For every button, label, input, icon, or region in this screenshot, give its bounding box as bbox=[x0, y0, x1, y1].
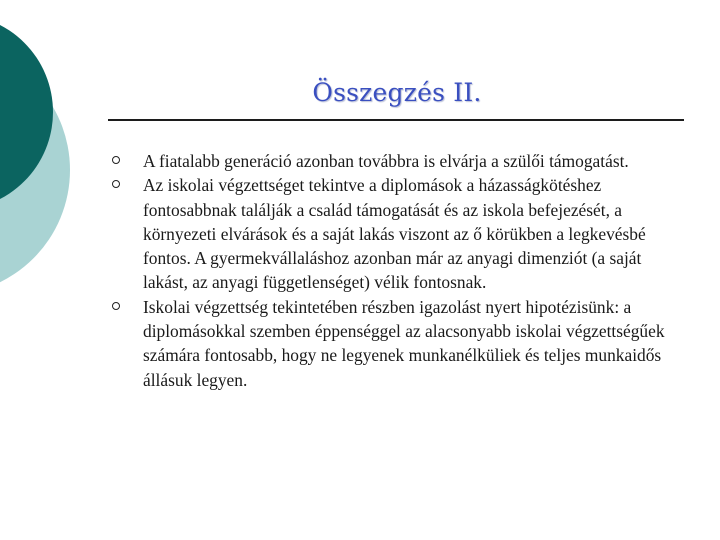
hollow-circle-bullet-icon bbox=[112, 180, 120, 188]
decorative-circles bbox=[0, 0, 120, 300]
bullet-list bbox=[112, 149, 682, 392]
bullet-text: A fiatalabb generáció azonban továbbra is elvárja a szülői támogatást. bbox=[143, 151, 629, 171]
hollow-circle-bullet-icon bbox=[112, 302, 120, 310]
bullet-item bbox=[112, 173, 682, 294]
bullet-text: Iskolai végzettség tekintetében részben igazolást nyert hipotézisünk: a diplomásokkal szemben éppenséggel az alacsonyabb iskolai végzettségűek számára fontosabb, hogy ne legyenek munkanélküliek és teljes munkaidős állásuk legyen. bbox=[143, 296, 665, 390]
hollow-circle-bullet-icon bbox=[112, 156, 120, 164]
bullet-text: Az iskolai végzettséget tekintve a diplomások a házasságkötéshez fontosabbnak találják a család támogatását és az iskola befejezését, a környezeti elvárások és a saját lakás viszont az ő körükben a legkevésbé fontos. A gyermekvállaláshoz azonban már az anyagi dimenziót (a saját lakást, az anyagi függetlenséget) vélik fontosnak. bbox=[143, 175, 646, 293]
slide-title: Összegzés II. bbox=[312, 78, 482, 107]
bullet-item bbox=[112, 149, 682, 173]
bullet-item bbox=[112, 295, 682, 392]
title-underline bbox=[108, 119, 684, 121]
